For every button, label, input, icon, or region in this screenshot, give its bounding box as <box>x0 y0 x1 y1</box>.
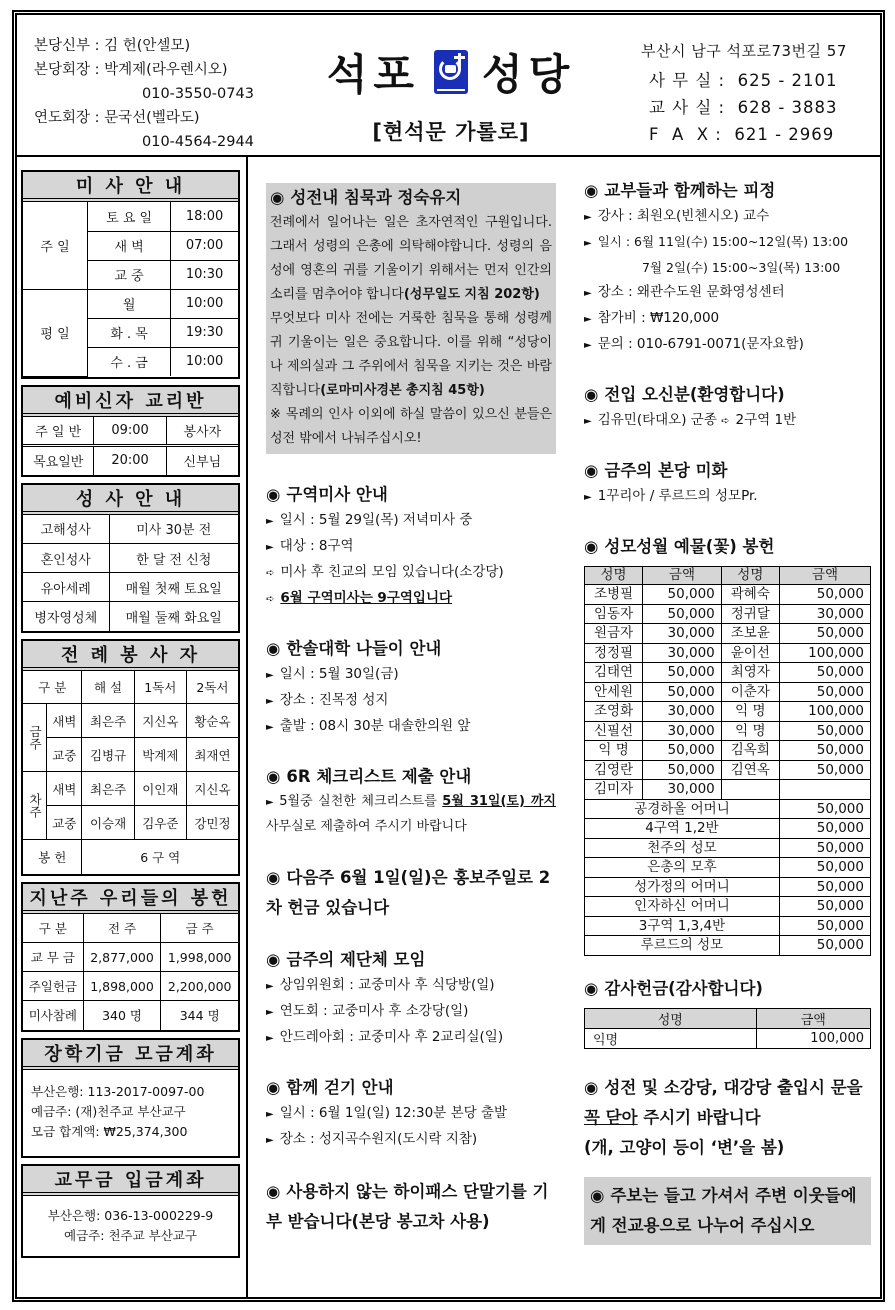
parish-title-block <box>316 42 586 146</box>
col-header: 성명 <box>585 567 643 585</box>
group-name: 4구역 1,2반 <box>585 819 780 839</box>
list-item: ► 상임위원회 : 교중미사 후 식당방(일) <box>266 977 495 993</box>
donor-name: 안세원 <box>585 682 643 702</box>
pointer-icon: ► <box>266 981 274 992</box>
section-title: ◉ 6R 체크리스트 제출 안내 <box>266 767 472 786</box>
donor-name: 조영화 <box>585 702 643 722</box>
group-label: 주 일 <box>23 202 88 289</box>
donation-amount: 30,000 <box>643 624 722 644</box>
minister: 김우준 <box>134 806 186 840</box>
sacrament-when: 미사 30분 전 <box>109 515 238 544</box>
group-name: 인자하신 어머니 <box>585 897 780 917</box>
radio-bullet-icon: ◉ <box>266 767 281 786</box>
donor-name: 정귀달 <box>721 604 779 624</box>
silence-para-2: 무엇보다 미사 전에는 거룩한 침묵을 통해 성령께 귀 기울이는 일은 중요합니다. 이를 위해 “성당이나 제의실과 그 주위에서 침묵을 지키는 것은 바람직합니다(로마미사경본 총지침 45항) <box>270 311 552 398</box>
donation-amount: 100,000 <box>779 702 870 722</box>
pointer-icon: ► <box>584 238 592 249</box>
parish-logo-icon <box>434 50 468 94</box>
class-time: 09:00 <box>94 417 166 446</box>
minister: 최은주 <box>82 704 134 738</box>
arrow-icon: ➪ <box>266 594 275 605</box>
promo-sunday <box>266 863 556 923</box>
table-row <box>585 760 871 780</box>
donor-name: 익 명 <box>721 702 779 722</box>
staff-phone: 010-4564-2944 <box>142 134 254 150</box>
donation-amount: 30,000 <box>643 702 722 722</box>
table-row <box>585 1028 871 1048</box>
donation-amount: 100,000 <box>779 643 870 663</box>
checklist-notice <box>266 764 556 839</box>
door-note: (개, 고양이 등이 ‘변’을 봄) <box>584 1137 785 1157</box>
staff-phone: 010-3550-0743 <box>142 86 254 102</box>
donation-amount: 50,000 <box>779 682 870 702</box>
col-header: 해 설 <box>82 671 134 704</box>
section-title: ◉ 한솔대학 나들이 안내 <box>266 639 442 658</box>
section-title: ◉ 사용하지 않는 하이패스 단말기를 기부 받습니다(본당 봉고차 사용) <box>266 1182 549 1231</box>
sacrament-name: 고해성사 <box>23 515 109 544</box>
donation-amount: 50,000 <box>779 741 870 761</box>
liturgy-ministers <box>21 639 240 876</box>
col-header: 금액 <box>779 567 870 585</box>
donor-name: 김영란 <box>585 760 643 780</box>
list-item: ► 김유민(타대오) 군종 ➪ 2구역 1반 <box>584 412 797 428</box>
pointer-icon: ► <box>584 340 592 351</box>
section-title: ◉ 전입 오신분(환영합니다) <box>584 385 785 404</box>
pointer-icon: ► <box>266 797 274 808</box>
donor-name: 김미자 <box>585 780 643 800</box>
table-row <box>585 780 871 800</box>
mass-label: 교중 <box>47 806 82 840</box>
left-column <box>21 170 240 1264</box>
donor-name: 익 명 <box>721 721 779 741</box>
phone-teachers: 교 사 실 : 628 - 3883 <box>649 98 838 117</box>
checklist-text: ► 5월중 실천한 체크리스트를 5월 31일(토) 까지 사무실로 제출하여 주시기 바랍니다 <box>266 794 556 834</box>
mass-day: 수 . 금 <box>88 347 171 376</box>
radio-bullet-icon: ◉ <box>266 485 281 504</box>
donation-amount: 50,000 <box>779 585 870 605</box>
mass-day: 토 요 일 <box>88 202 171 231</box>
list-item: ► 강사 : 최원오(빈첸시오) 교수 <box>584 208 770 224</box>
pointer-icon: ► <box>266 1109 274 1120</box>
group-meetings <box>266 947 556 1051</box>
offering-curr: 344 명 <box>161 1001 238 1030</box>
list-item: ► 연도회 : 교중미사 후 소강당(일) <box>266 1003 469 1019</box>
patron-subtitle: [현석문 가롤로] <box>372 120 530 144</box>
group-name: 성가정의 어머니 <box>585 877 780 897</box>
group-name: 은총의 모후 <box>585 858 780 878</box>
offering-prev: 2,877,000 <box>83 943 161 972</box>
minister: 박계제 <box>134 738 186 772</box>
donor-name: 김태연 <box>585 663 643 683</box>
arrow-icon: ➪ <box>721 416 730 427</box>
section-title: ◉ 감사헌금(감사합니다) <box>584 978 763 998</box>
table-row <box>585 838 871 858</box>
minister: 최재연 <box>186 738 238 772</box>
president-row: 본당회장 : 박계제(라우렌시오) <box>34 62 228 78</box>
mass-label: 새벽 <box>47 704 82 738</box>
door-notice <box>584 1073 871 1163</box>
list-item: ► 장소 : 진목정 성지 <box>266 692 389 708</box>
radio-bullet-icon: ◉ <box>590 1185 605 1205</box>
bank-line: 부산은행: 036-13-000229-9 <box>47 1207 214 1223</box>
minister: 황순옥 <box>186 704 238 738</box>
box-title: 전 례 봉 사 자 <box>23 641 238 671</box>
col-header: 2독서 <box>186 671 238 704</box>
minister: 김병규 <box>82 738 134 772</box>
sacrament-when: 매월 첫째 토요일 <box>109 573 238 602</box>
table-row <box>585 702 871 722</box>
donation-amount: 50,000 <box>779 897 870 917</box>
pointer-icon: ► <box>266 542 274 553</box>
col-header: 구 분 <box>23 671 82 704</box>
table-row <box>585 682 871 702</box>
group-label: 평 일 <box>23 289 88 376</box>
week-label: 차주 <box>23 772 47 840</box>
donation-amount: 50,000 <box>779 819 870 839</box>
radio-bullet-icon: ◉ <box>584 181 599 200</box>
donor-name: 정정필 <box>585 643 643 663</box>
list-item: ► 장소 : 왜관수도원 문화영성센터 <box>584 284 785 300</box>
donation-amount <box>779 780 870 800</box>
donor-name: 원금자 <box>585 624 643 644</box>
offering-prev: 340 명 <box>83 1001 161 1030</box>
col-header: 금액 <box>643 567 722 585</box>
col-header: 성명 <box>721 567 779 585</box>
silence-para-1: 전례에서 일어나는 일은 초자연적인 구원입니다. 그래서 성령의 은총에 의탁해야합니다. 성령의 음성에 영혼의 귀를 기울이기 위해서는 먼저 인간의 소리를 멈추어야 합니다(성무일도 지침 202항) <box>270 215 552 302</box>
col-header: 1독서 <box>134 671 186 704</box>
donor-name: 최영자 <box>721 663 779 683</box>
staff-name: 박계제(라우렌시오) <box>104 62 228 78</box>
minister: 강민정 <box>186 806 238 840</box>
donation-amount: 50,000 <box>779 799 870 819</box>
sacrament-name: 병자영성체 <box>23 602 109 631</box>
col-header: 전 주 <box>83 914 161 943</box>
table-row <box>585 585 871 605</box>
class-name: 주 일 반 <box>23 417 94 446</box>
district-mass <box>266 482 556 612</box>
mass-day: 화 . 목 <box>88 318 171 347</box>
minister: 이인재 <box>134 772 186 806</box>
radio-bullet-icon: ◉ <box>266 1182 281 1201</box>
section-title: ◉ 성전내 침묵과 정숙유지 <box>270 188 462 207</box>
table-row <box>585 858 871 878</box>
offering-curr: 2,200,000 <box>161 972 238 1001</box>
class-teacher: 봉사자 <box>166 417 238 446</box>
list-item-cont: 7월 2일(수) 15:00~3일(목) 13:00 <box>642 260 841 275</box>
table-row <box>585 663 871 683</box>
table-row <box>585 624 871 644</box>
contact-block <box>641 40 847 148</box>
middle-column <box>266 183 556 1261</box>
thanks-offering <box>584 976 871 1049</box>
radio-bullet-icon: ◉ <box>266 639 281 658</box>
pointer-icon: ► <box>266 670 274 681</box>
mass-day: 새 벽 <box>88 231 171 260</box>
section-title: ◉ 성전 및 소강당, 대강당 출입시 문을 꼭 닫아 주시기 바랍니다 <box>584 1077 863 1127</box>
offering-prev: 1,898,000 <box>83 972 161 1001</box>
flower-table <box>584 566 871 956</box>
sacrament-when: 한 달 전 신청 <box>109 544 238 573</box>
bulletin-notice: ◉ 주보는 들고 가셔서 주변 이웃들에게 전교용으로 나누어 주십시오 <box>584 1177 871 1245</box>
list-item: ► 장소 : 성지곡수원지(도시락 지참) <box>266 1131 478 1147</box>
box-title: 예비신자 교리반 <box>23 387 238 417</box>
list-item: ► 참가비 : ₩120,000 <box>584 310 720 326</box>
donor-name: 김연옥 <box>721 760 779 780</box>
last-week-offerings <box>21 882 240 1032</box>
pointer-icon: ► <box>584 492 592 503</box>
donation-amount: 50,000 <box>643 604 722 624</box>
table-row <box>585 643 871 663</box>
donor-name: 임동자 <box>585 604 643 624</box>
minister: 지신옥 <box>134 704 186 738</box>
donation-amount: 50,000 <box>779 838 870 858</box>
donor-name: 익 명 <box>585 741 643 761</box>
list-item: ► 일시 : 5월 29일(목) 저녁미사 중 <box>266 512 473 528</box>
pointer-icon: ► <box>266 1033 274 1044</box>
pointer-icon: ► <box>266 696 274 707</box>
hipass-donation <box>266 1177 556 1237</box>
mass-day: 교 중 <box>88 260 171 289</box>
list-item: ► 일시 : 6월 11일(수) 15:00~12일(목) 13:00 <box>584 234 849 249</box>
mass-day: 월 <box>88 289 171 318</box>
phone-fax: F A X : 621 - 2969 <box>649 125 835 144</box>
mass-time: 10:00 <box>171 347 238 376</box>
list-item: ► 대상 : 8구역 <box>266 538 354 554</box>
donor-name <box>721 780 779 800</box>
class-teacher: 신부님 <box>166 446 238 475</box>
radio-bullet-icon: ◉ <box>266 1078 281 1097</box>
walk-together <box>266 1075 556 1153</box>
mass-label: 새벽 <box>47 772 82 806</box>
offering-type: 미사참례 <box>23 1001 83 1030</box>
pointer-icon: ► <box>584 416 592 427</box>
section-title: ◉ 금주의 제단체 모임 <box>266 950 426 969</box>
donor-name: 신필선 <box>585 721 643 741</box>
silence-notice <box>266 183 556 454</box>
radio-bullet-icon: ◉ <box>584 385 599 404</box>
group-name: 천주의 성모 <box>585 838 780 858</box>
donor-name: 조병필 <box>585 585 643 605</box>
donor-name: 김옥희 <box>721 741 779 761</box>
list-item: ➪ 6월 구역미사는 9구역입니다 <box>266 590 453 606</box>
donation-amount: 50,000 <box>643 663 722 683</box>
radio-bullet-icon: ◉ <box>584 1077 599 1097</box>
dues-account <box>21 1164 240 1258</box>
donor-name: 곽혜숙 <box>721 585 779 605</box>
donation-amount: 30,000 <box>643 721 722 741</box>
table-row <box>585 936 871 956</box>
table-row <box>585 877 871 897</box>
mass-time: 10:00 <box>171 289 238 318</box>
sacrament-name: 유아세례 <box>23 573 109 602</box>
donation-amount: 50,000 <box>779 663 870 683</box>
flower-offerings <box>584 534 871 956</box>
sacrament-name: 혼인성사 <box>23 544 109 573</box>
mass-label: 교중 <box>47 738 82 772</box>
donation-amount: 50,000 <box>779 624 870 644</box>
arrow-icon: ➪ <box>266 568 275 579</box>
retreat-notice <box>584 178 871 358</box>
holder-line: 예금주: (재)천주교 부산교구 <box>31 1103 186 1119</box>
table-row <box>585 897 871 917</box>
donation-amount: 30,000 <box>643 643 722 663</box>
pointer-icon: ► <box>584 288 592 299</box>
donation-amount: 50,000 <box>779 916 870 936</box>
class-name: 목요일반 <box>23 446 94 475</box>
donation-amount: 50,000 <box>779 760 870 780</box>
minister: 최은주 <box>82 772 134 806</box>
col-header: 금액 <box>756 1008 870 1028</box>
section-title: ◉ 교부들과 함께하는 피정 <box>584 181 776 200</box>
staff-name: 김 헌(안셀모) <box>104 38 191 54</box>
list-item: ► 일시 : 5월 30일(금) <box>266 666 399 682</box>
radio-bullet-icon: ◉ <box>266 950 281 969</box>
donation-amount: 50,000 <box>779 721 870 741</box>
donation-amount: 30,000 <box>779 604 870 624</box>
radio-bullet-icon: ◉ <box>584 978 599 998</box>
offering-type: 교 무 금 <box>23 943 83 972</box>
donation-amount: 50,000 <box>643 585 722 605</box>
week-label: 금주 <box>23 704 47 772</box>
table-row <box>585 819 871 839</box>
title-right: 성당 <box>482 50 576 99</box>
staff-label: 본당회장 <box>34 62 91 78</box>
col-header: 구 분 <box>23 914 83 943</box>
catechumen-class <box>21 385 240 477</box>
mass-time: 19:30 <box>171 318 238 347</box>
section-title: ◉ 다음주 6월 1일(일)은 홍보주일로 2차 헌금 있습니다 <box>266 868 551 917</box>
mass-time: 10:30 <box>171 260 238 289</box>
pointer-icon: ► <box>266 1135 274 1146</box>
sacrament-when: 매월 둘째 화요일 <box>109 602 238 631</box>
mass-time: 18:00 <box>171 202 238 231</box>
group-name: 루르드의 성모 <box>585 936 780 956</box>
col-header: 성명 <box>585 1008 757 1028</box>
scholarship-account <box>21 1038 240 1158</box>
pointer-icon: ► <box>584 314 592 325</box>
staff-label: 본당신부 <box>34 38 91 54</box>
list-item: ► 일시 : 6월 1일(일) 12:30분 본당 출발 <box>266 1105 508 1121</box>
holder-line: 예금주: 천주교 부산교구 <box>64 1227 197 1243</box>
col-header: 금 주 <box>161 914 238 943</box>
list-item: ► 출발 : 08시 30분 대솔한의원 앞 <box>266 718 471 734</box>
box-title: 교무금 입금계좌 <box>23 1166 238 1196</box>
box-title: 장학기금 모금계좌 <box>23 1040 238 1070</box>
newcomers <box>584 382 871 434</box>
pointer-icon: ► <box>266 516 274 527</box>
offering-curr: 1,998,000 <box>161 943 238 972</box>
yeondo-row: 연도회장 : 문국선(벨라도) <box>34 110 200 126</box>
pastor-row: 본당신부 : 김 헌(안셀모) <box>34 38 191 54</box>
donation-amount: 50,000 <box>779 858 870 878</box>
right-column <box>584 178 871 1245</box>
group-name: 3구역 1,3,4반 <box>585 916 780 936</box>
section-title: ◉ 구역미사 안내 <box>266 485 388 504</box>
box-title: 성 사 안 내 <box>23 485 238 515</box>
offering-label: 봉 헌 <box>23 840 82 874</box>
offering-type: 주일헌금 <box>23 972 83 1001</box>
section-title: ◉ 성모성월 예물(꽃) 봉헌 <box>584 537 775 556</box>
offering-value: 6 구 역 <box>82 840 238 874</box>
donation-amount: 50,000 <box>643 760 722 780</box>
mass-time: 07:00 <box>171 231 238 260</box>
pointer-icon: ► <box>584 212 592 223</box>
address: 부산시 남구 석포로73번길 57 <box>641 42 847 60</box>
sacraments-info <box>21 483 240 633</box>
list-item: ► 1꾸리아 / 루르드의 성모Pr. <box>584 488 758 504</box>
list-item: ► 문의 : 010-6791-0071(문자요함) <box>584 336 804 352</box>
class-time: 20:00 <box>94 446 166 475</box>
donation-amount: 50,000 <box>643 741 722 761</box>
pointer-icon: ► <box>266 1007 274 1018</box>
donor-name: 이춘자 <box>721 682 779 702</box>
section-title: ◉ 금주의 본당 미화 <box>584 461 728 480</box>
donation-amount: 30,000 <box>643 780 722 800</box>
staff-label: 연도회장 <box>34 110 91 126</box>
phone-office: 사 무 실 : 625 - 2101 <box>649 71 838 90</box>
table-row <box>585 604 871 624</box>
list-item: ➪ 미사 후 친교의 모임 있습니다(소강당) <box>266 564 504 580</box>
donation-amount: 50,000 <box>779 936 870 956</box>
pointer-icon: ► <box>266 722 274 733</box>
minister: 지신옥 <box>186 772 238 806</box>
church-cleaning <box>584 458 871 510</box>
box-title: 미 사 안 내 <box>23 172 238 202</box>
donation-amount: 50,000 <box>779 877 870 897</box>
radio-bullet-icon: ◉ <box>584 537 599 556</box>
title-left: 석포 <box>326 50 420 99</box>
parish-staff <box>34 34 254 154</box>
table-row <box>585 916 871 936</box>
list-item: ► 안드레아회 : 교중미사 후 2교리실(일) <box>266 1029 504 1045</box>
mass-schedule <box>21 170 240 379</box>
donation-amount: 50,000 <box>643 682 722 702</box>
total-line: 모금 합계액: ₩25,374,300 <box>31 1123 188 1139</box>
table-row <box>585 721 871 741</box>
donor-name: 익명 <box>585 1028 757 1048</box>
donor-name: 윤이선 <box>721 643 779 663</box>
group-name: 공경하올 어머니 <box>585 799 780 819</box>
radio-bullet-icon: ◉ <box>584 461 599 480</box>
minister: 이승재 <box>82 806 134 840</box>
table-row <box>585 741 871 761</box>
section-title: ◉ 함께 걷기 안내 <box>266 1078 394 1097</box>
column-divider <box>246 157 248 1299</box>
thanks-table <box>584 1008 871 1049</box>
staff-name: 문국선(벨라도) <box>104 110 200 126</box>
table-row <box>585 799 871 819</box>
bulletin-header <box>16 14 881 157</box>
donation-amount: 100,000 <box>756 1028 870 1048</box>
bank-line: 부산은행: 113-2017-0097-00 <box>31 1083 205 1099</box>
radio-bullet-icon: ◉ <box>266 868 281 887</box>
donor-name: 조보윤 <box>721 624 779 644</box>
radio-bullet-icon: ◉ <box>270 188 285 207</box>
silence-note: ※ 목례의 인사 이외에 하실 말씀이 있으신 분들은 성전 밖에서 나눠주십시오! <box>270 407 552 446</box>
box-title: 지난주 우리들의 봉헌 <box>23 884 238 914</box>
hansol-outing <box>266 636 556 740</box>
